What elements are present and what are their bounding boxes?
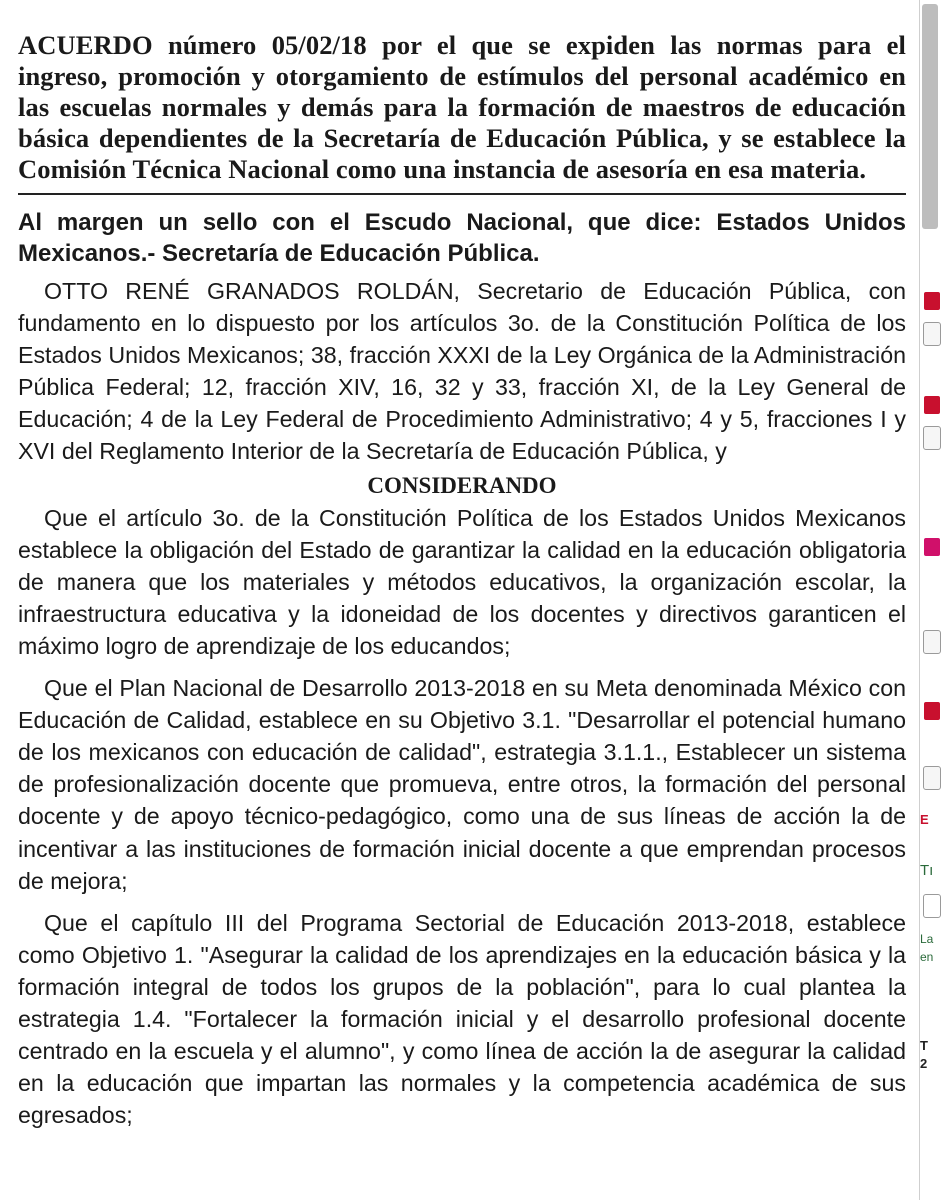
sidebar-text-fragment: Tı [920, 862, 934, 879]
sidebar-pink-marker [924, 538, 940, 556]
sidebar-text-fragment: E [920, 812, 929, 827]
title-divider [18, 193, 906, 195]
intro-paragraph: OTTO RENÉ GRANADOS ROLDÁN, Secretario de Educación Pública, con fundamento en lo dispuesto por los artículos 3o. de la Constitución Política de los Estados Unidos Mexicanos; 38, fracción XXXI de la Ley Orgánica de la Administración Pública Federal; 12, fracción XIV, 16, 32 y 33, fracción XI, de la Ley General de Educación; 4 de la Ley Federal de Procedimiento Administrativo; 4 y 5, fracciones I y XVI del Reglamento Interior de la Secretaría de Educación Pública, y [18, 278, 906, 465]
document-body [18, 30, 906, 1131]
document-title: ACUERDO número 05/02/18 por el que se expiden las normas para el ingreso, promoción y otorgamiento de estímulos del personal académico en las escuelas normales y demás para la formación de maestros de educación básica dependientes de la Secretaría de Educación Pública, y se establece la Comisión Técnica Nacional como una instancia de asesoría en esa materia. [18, 30, 906, 184]
sidebar-red-marker [924, 292, 940, 310]
section-heading: CONSIDERANDO [367, 472, 557, 498]
sidebar-button[interactable] [923, 894, 941, 918]
considerando-paragraph: Que el Plan Nacional de Desarrollo 2013-2018 en su Meta denominada México con Educación de Calidad, establece en su Objetivo 3.1. "Desarrollar el potencial humano de los mexicanos con educación de calidad", estrategia 3.1.1., Establecer un sistema de profesionalización docente que promueva, entre otros, la formación del personal docente y de apoyo técnico-pedagógico, como una de sus líneas de acción la de incentivar a las instituciones de formación inicial docente a que emprendan procesos de mejora; [18, 675, 906, 894]
sidebar-text-fragment: T [920, 1038, 928, 1053]
seal-note: Al margen un sello con el Escudo Nacional, que dice: Estados Unidos Mexicanos.- Secretaría de Educación Pública. [18, 209, 906, 267]
considerando-paragraph: Que el capítulo III del Programa Sectorial de Educación 2013-2018, establece como Objetivo 1. "Asegurar la calidad de los aprendizajes en la educación básica y la formación integral de todos los grupos de la población", para lo cual plantea la estrategia 1.4. "Fortalecer la formación inicial y el desarrollo profesional docente centrado en la escuela y el alumno", y como línea de acción la de asegurar la calidad en la educación que impartan las normales y la competencia académica de sus egresados; [18, 909, 906, 1129]
sidebar-text-fragment: en [920, 950, 934, 964]
sidebar-red-marker [924, 702, 940, 720]
sidebar-text-fragment: 2 [920, 1056, 928, 1071]
sidebar-thumbnail[interactable] [923, 766, 941, 790]
sidebar-red-marker [924, 396, 940, 414]
sidebar-thumbnail[interactable] [923, 630, 941, 654]
sidebar-text-fragment: La [920, 932, 934, 946]
considerando-paragraph: Que el artículo 3o. de la Constitución Política de los Estados Unidos Mexicanos establece la obligación del Estado de garantizar la calidad en la educación obligatoria de manera que los materiales y métodos educativos, la organización escolar, la infraestructura educativa y la idoneidad de los docentes y directivos garanticen el máximo logro de aprendizaje de los educandos; [18, 504, 906, 659]
scrollbar-thumb[interactable] [922, 4, 938, 229]
right-sidebar [919, 0, 942, 1200]
sidebar-thumbnail[interactable] [923, 322, 941, 346]
sidebar-thumbnail[interactable] [923, 426, 941, 450]
